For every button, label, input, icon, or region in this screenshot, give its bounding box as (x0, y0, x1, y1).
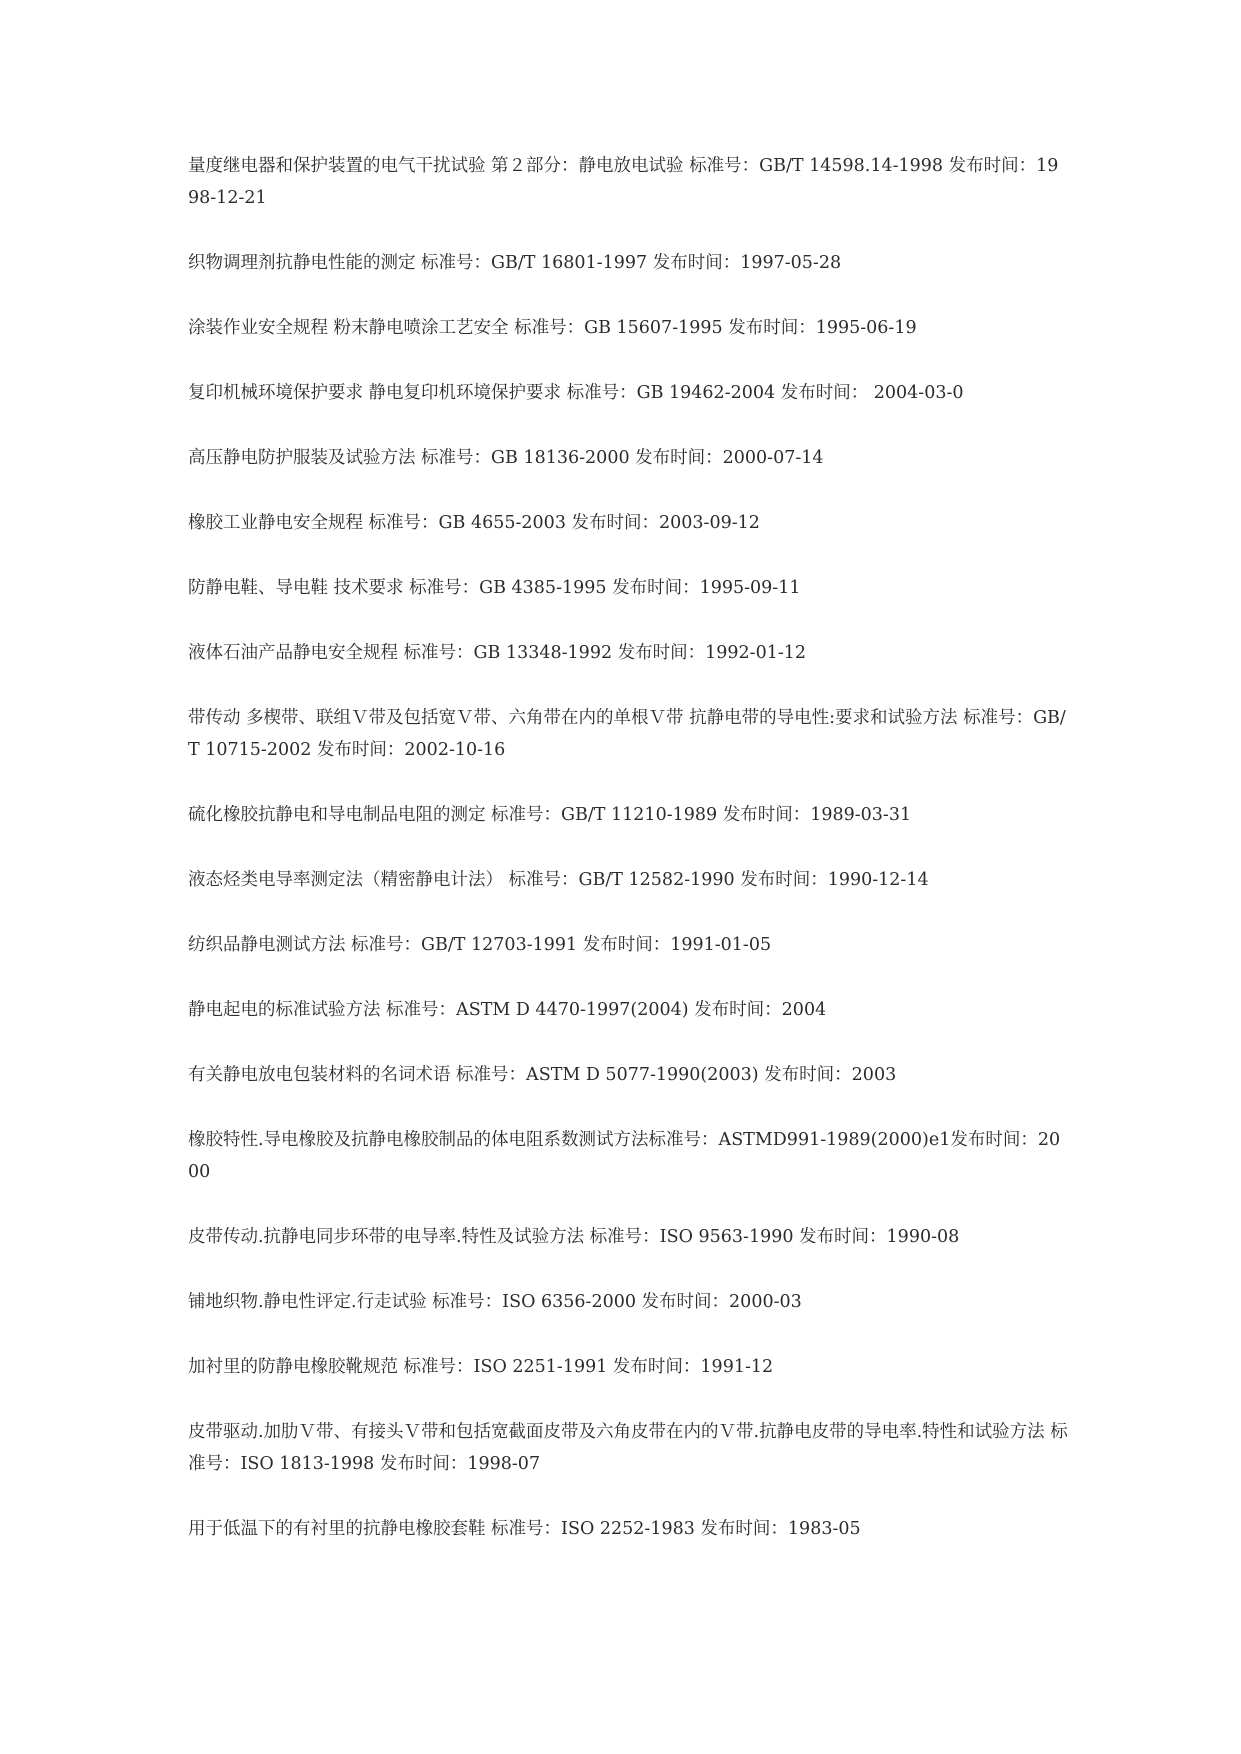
standard-entry: 铺地织物.静电性评定.行走试验 标准号：ISO 6356-2000 发布时间：2000-03 (188, 1292, 802, 1312)
standard-entry: 液态烃类电导率测定法（精密静电计法） 标准号：GB/T 12582-1990 发布时间：1990-12-14 (188, 870, 929, 890)
standard-entry: 加衬里的防静电橡胶靴规范 标准号：ISO 2251-1991 发布时间：1991-12 (188, 1357, 774, 1377)
standard-entry: 液体石油产品静电安全规程 标准号：GB 13348-1992 发布时间：1992-01-12 (188, 643, 807, 663)
standard-entry: 橡胶工业静电安全规程 标准号：GB 4655-2003 发布时间：2003-09-12 (188, 513, 760, 533)
standard-entry: 量度继电器和保护装置的电气干扰试验 第２部分：静电放电试验 标准号：GB/T 14598.14-1998 发布时间：1998-12-21 (188, 156, 1059, 208)
standard-entry: 静电起电的标准试验方法 标准号：ASTM D 4470-1997(2004) 发布时间：2004 (188, 1000, 827, 1020)
standard-entry: 织物调理剂抗静电性能的测定 标准号：GB/T 16801-1997 发布时间：1997-05-28 (188, 253, 842, 273)
standard-entry: 皮带传动.抗静电同步环带的电导率.特性及试验方法 标准号：ISO 9563-1990 发布时间：1990-08 (188, 1227, 960, 1247)
standard-entry: 硫化橡胶抗静电和导电制品电阻的测定 标准号：GB/T 11210-1989 发布时间：1989-03-31 (188, 805, 912, 825)
standard-entry: 防静电鞋、导电鞋 技术要求 标准号：GB 4385-1995 发布时间：1995-09-11 (188, 578, 801, 598)
standard-entry: 高压静电防护服装及试验方法 标准号：GB 18136-2000 发布时间：2000-07-14 (188, 448, 824, 468)
standard-entry: 复印机械环境保护要求 静电复印机环境保护要求 标准号：GB 19462-2004 发布时间： 2004-03-0 (188, 383, 964, 403)
standard-entry: 用于低温下的有衬里的抗静电橡胶套鞋 标准号：ISO 2252-1983 发布时间：1983-05 (188, 1519, 861, 1539)
standard-entry: 皮带驱动.加肋Ｖ带、有接头Ｖ带和包括宽截面皮带及六角皮带在内的Ｖ带.抗静电皮带的导电率.特性和试验方法 标准号：ISO 1813-1998 发布时间：1998-07 (188, 1422, 1068, 1474)
standard-entry: 橡胶特性.导电橡胶及抗静电橡胶制品的体电阻系数测试方法标准号：ASTMD991-1989(2000)e1发布时间：2000 (188, 1130, 1061, 1182)
standard-entry: 带传动 多楔带、联组Ｖ带及包括宽Ｖ带、六角带在内的单根Ｖ带 抗静电带的导电性:要求和试验方法 标准号：GB/T 10715-2002 发布时间：2002-10-16 (188, 708, 1066, 760)
standards-list (188, 150, 1068, 1578)
standard-entry: 涂装作业安全规程 粉末静电喷涂工艺安全 标准号：GB 15607-1995 发布时间：1995-06-19 (188, 318, 917, 338)
standard-entry: 有关静电放电包装材料的名词术语 标准号：ASTM D 5077-1990(2003) 发布时间：2003 (188, 1065, 897, 1085)
standard-entry: 纺织品静电测试方法 标准号：GB/T 12703-1991 发布时间：1991-01-05 (188, 935, 772, 955)
